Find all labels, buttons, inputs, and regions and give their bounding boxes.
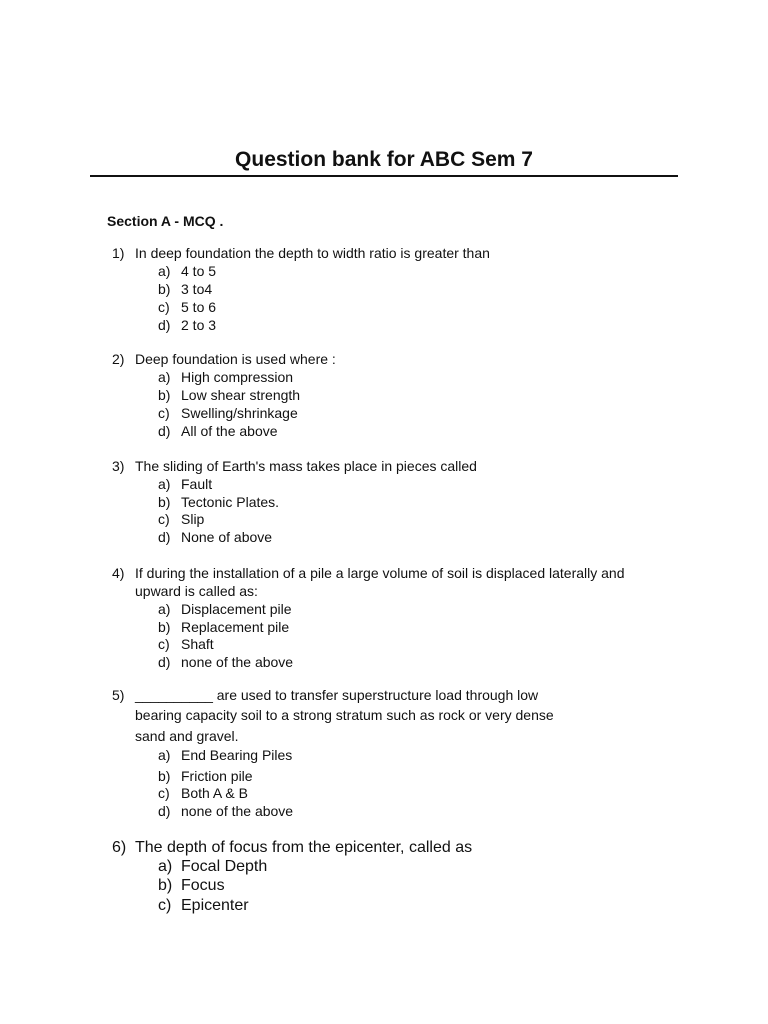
option-letter: d) — [158, 654, 171, 670]
option-text: Displacement pile — [181, 601, 292, 617]
option-text: 3 to4 — [181, 281, 213, 297]
option-text: Friction pile — [181, 768, 253, 784]
question-number: 1) — [112, 245, 125, 261]
option-text: High compression — [181, 369, 294, 385]
question-text: sand and gravel. — [135, 728, 239, 744]
option-letter: a) — [158, 858, 173, 875]
option-letter: d) — [158, 317, 171, 333]
title-underline — [90, 175, 678, 177]
question-number: 5) — [112, 687, 125, 703]
option-text: Replacement pile — [181, 619, 290, 635]
option-letter: c) — [158, 636, 170, 652]
question-text: If during the installation of a pile a large volume of soil is displaced laterally and — [135, 565, 625, 581]
question-number: 2) — [112, 351, 125, 367]
option-text: Fault — [181, 476, 213, 492]
document-title: Question bank for ABC Sem 7 — [235, 148, 533, 171]
option-text: Shaft — [181, 636, 214, 652]
option-letter: c) — [158, 511, 170, 527]
section-heading: Section A - MCQ . — [107, 213, 224, 229]
question-text: The sliding of Earth's mass takes place in pieces called — [135, 458, 477, 474]
option-letter: c) — [158, 299, 170, 315]
option-text: Focal Depth — [181, 858, 268, 875]
question-text: __________ are used to transfer superstructure load through low — [135, 687, 539, 703]
option-text: Slip — [181, 511, 205, 527]
option-text: 5 to 6 — [181, 299, 217, 315]
question-text: Deep foundation is used where : — [135, 351, 336, 367]
option-text: 2 to 3 — [181, 317, 217, 333]
option-letter: a) — [158, 601, 171, 617]
option-letter: b) — [158, 619, 171, 635]
option-letter: d) — [158, 423, 171, 439]
question-text: upward is called as: — [135, 583, 258, 599]
question-number: 3) — [112, 458, 125, 474]
option-letter: b) — [158, 281, 171, 297]
option-letter: a) — [158, 263, 171, 279]
option-text: Focus — [181, 877, 225, 894]
option-letter: a) — [158, 369, 171, 385]
option-text: Both A & B — [181, 785, 248, 801]
question-text: bearing capacity soil to a strong stratum such as rock or very dense — [135, 707, 554, 723]
option-letter: c) — [158, 785, 170, 801]
question-number: 4) — [112, 565, 125, 581]
option-letter: d) — [158, 803, 171, 819]
question-number: 6) — [112, 839, 127, 856]
option-letter: d) — [158, 529, 171, 545]
question-text: In deep foundation the depth to width ratio is greater than — [135, 245, 490, 261]
option-text: End Bearing Piles — [181, 747, 293, 763]
option-letter: a) — [158, 476, 171, 492]
question-text: The depth of focus from the epicenter, called as — [135, 839, 473, 856]
option-letter: c) — [158, 405, 170, 421]
option-letter: b) — [158, 387, 171, 403]
option-text: Epicenter — [181, 897, 249, 914]
option-letter: b) — [158, 494, 171, 510]
option-text: Swelling/shrinkage — [181, 405, 298, 421]
option-letter: b) — [158, 768, 171, 784]
option-text: 4 to 5 — [181, 263, 217, 279]
option-text: All of the above — [181, 423, 278, 439]
option-letter: c) — [158, 897, 172, 914]
option-text: Low shear strength — [181, 387, 301, 403]
option-text: None of above — [181, 529, 273, 545]
option-text: Tectonic Plates. — [181, 494, 280, 510]
option-text: none of the above — [181, 803, 294, 819]
option-letter: b) — [158, 877, 173, 894]
option-text: none of the above — [181, 654, 294, 670]
option-letter: a) — [158, 747, 171, 763]
